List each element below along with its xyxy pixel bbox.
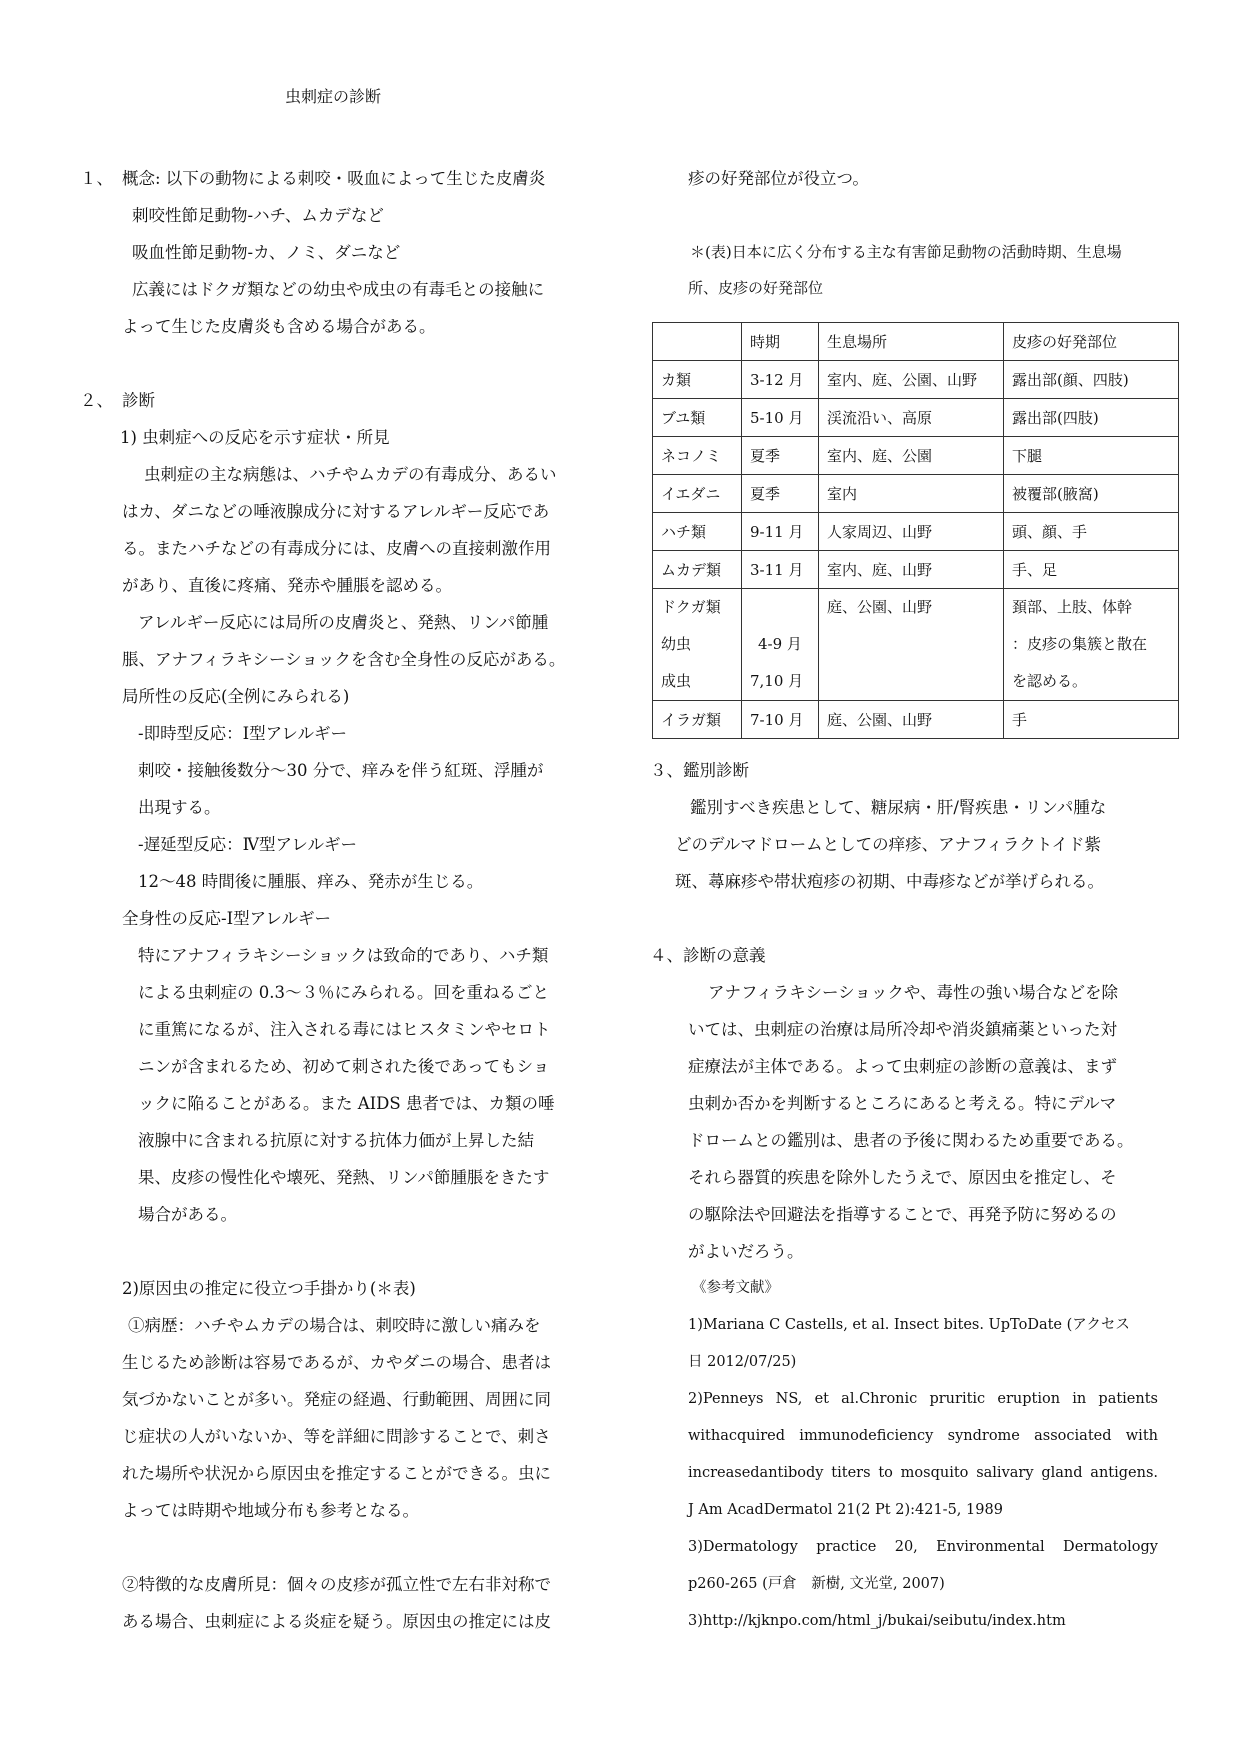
- immediate-reaction-heading: -即時型反応：Ⅰ型アレルギー: [138, 724, 348, 743]
- text-line: ②特徴的な皮膚所見：個々の皮疹が孤立性で左右非対称で: [122, 1575, 551, 1594]
- table-cell: 夏季: [742, 437, 819, 475]
- insect-table: [652, 322, 1179, 739]
- text-line: があり、直後に疼痛、発赤や腫脹を認める。: [122, 576, 452, 595]
- table-cell: ハチ類: [653, 513, 742, 551]
- table-cell: ネコノミ: [653, 437, 742, 475]
- text-line: の駆除法や回避法を指導することで、再発予防に努めるの: [688, 1205, 1117, 1224]
- table-cell: 下腿: [1004, 437, 1179, 475]
- table-cell: 露出部(顔、四肢): [1004, 361, 1179, 399]
- table-cell: ブユ類: [653, 399, 742, 437]
- reference-line: 3)http://kjknpo.com/html_j/bukai/seibutu/index.htm: [688, 1613, 1066, 1629]
- table-cell: 室内、庭、公園、山野: [819, 361, 1004, 399]
- text-line: 虫刺症の主な病態は、ハチやムカデの有毒成分、あるい: [144, 465, 557, 484]
- text-line: アレルギー反応には局所の皮膚炎と、発熱、リンパ節腫: [138, 613, 549, 632]
- page-title: 虫刺症の診断: [285, 87, 382, 106]
- text-line: 液腺中に含まれる抗原に対する抗体力価が上昇した結: [138, 1131, 534, 1150]
- table-cell: 人家周辺、山野: [819, 513, 1004, 551]
- table-cell: 室内、庭、公園: [819, 437, 1004, 475]
- left-column: [80, 160, 610, 1640]
- table-cell: 庭、公園、山野: [819, 701, 1004, 739]
- text-line: 場合がある。: [138, 1205, 237, 1224]
- section-2-heading: ２、 診断: [80, 391, 155, 410]
- table-cell: 手: [1004, 701, 1179, 739]
- reference-line: p260-265 (戸倉 新樹, 文光堂, 2007): [688, 1576, 945, 1592]
- table-cell: 7-10 月: [742, 701, 819, 739]
- section-1-heading: １、 概念: 以下の動物による刺咬・吸血によって生じた皮膚炎: [80, 169, 546, 188]
- text-line: 症療法が主体である。よって虫刺症の診断の意義は、まず: [688, 1057, 1117, 1076]
- table-cell: 頭、顔、手: [1004, 513, 1179, 551]
- table-row: [653, 701, 1179, 739]
- table-cell: 9-11 月: [742, 513, 819, 551]
- table-cell: ムカデ類: [653, 551, 742, 589]
- reference-line: 1)Mariana C Castells, et al. Insect bites. UpToDate (アクセス: [688, 1317, 1130, 1333]
- subsection-1-heading: 1) 虫刺症への反応を示す症状・所見: [120, 428, 390, 447]
- text-line: れた場所や状況から原因虫を推定することができる。虫に: [122, 1464, 551, 1483]
- text-line: 生じるため診断は容易であるが、カやダニの場合、患者は: [122, 1353, 551, 1372]
- table-cell: 室内: [819, 475, 1004, 513]
- text-line: 特にアナフィラキシーショックは致命的であり、ハチ類: [138, 946, 549, 965]
- table-header-row: [653, 323, 1179, 361]
- table-cell: イエダニ: [653, 475, 742, 513]
- subsection-2-heading: 2)原因虫の推定に役立つ手掛かり(＊表): [122, 1279, 416, 1298]
- table-cell: 被覆部(腋窩): [1004, 475, 1179, 513]
- table-cell: イラガ類: [653, 701, 742, 739]
- reference-line: withacquired immunodeficiency syndrome associated with: [688, 1428, 1158, 1444]
- table-cell: 3-12 月: [742, 361, 819, 399]
- table-header-cell: [653, 323, 742, 361]
- local-reaction-heading: 局所性の反応(全例にみられる): [122, 687, 350, 706]
- table-cell: 夏季: [742, 475, 819, 513]
- text-line: よっては時期や地域分布も参考となる。: [122, 1501, 419, 1520]
- text-line: アナフィラキシーショックや、毒性の強い場合などを除: [708, 983, 1119, 1002]
- section-4-heading: ４、診断の意義: [650, 946, 766, 965]
- reference-line: J Am AcadDermatol 21(2 Pt 2):421-5, 1989: [688, 1502, 1003, 1518]
- text-line: 気づかないことが多い。発症の経過、行動範囲、周囲に同: [122, 1390, 551, 1409]
- right-column-bottom: [650, 752, 1185, 1640]
- text-line: じ症状の人がいないか、等を詳細に問診することで、刺さ: [122, 1427, 551, 1446]
- text-line: による虫刺症の 0.3～３％にみられる。回を重ねるごと: [138, 983, 549, 1002]
- text-line: はカ、ダニなどの唾液腺成分に対するアレルギー反応であ: [122, 502, 550, 521]
- table-row: [653, 399, 1179, 437]
- systemic-reaction-heading: 全身性の反応-Ⅰ型アレルギー: [122, 909, 332, 928]
- text-line: 脹、アナフィラキシーショックを含む全身性の反応がある。: [122, 650, 566, 669]
- text-line: 刺咬性節足動物-ハチ、ムカデなど: [132, 206, 384, 225]
- text-line: 刺咬・接触後数分～30 分で、痒みを伴う紅斑、浮腫が: [138, 761, 544, 780]
- table-cell: カ類: [653, 361, 742, 399]
- right-column-top: [650, 160, 1185, 306]
- table-cell: 頚部、上肢、体幹 ：皮疹の集簇と散在 を認める。: [1004, 589, 1179, 701]
- text-line: 12～48 時間後に腫脹、痒み、発赤が生じる。: [138, 872, 484, 891]
- text-line: それら器質的疾患を除外したうえで、原因虫を推定し、そ: [688, 1168, 1117, 1187]
- text-line: 斑、蕁麻疹や帯状疱疹の初期、中毒疹などが挙げられる。: [675, 872, 1104, 891]
- table-row: [653, 513, 1179, 551]
- table-header-cell: 時期: [742, 323, 819, 361]
- text-line: どのデルマドロームとしての痒疹、アナフィラクトイド紫: [675, 835, 1102, 854]
- table-row: [653, 475, 1179, 513]
- table-cell: 4-9 月 7,10 月: [742, 589, 819, 701]
- reference-line: 2)Penneys NS, et al.Chronic pruritic eruption in patients: [688, 1391, 1158, 1407]
- table-cell: 3-11 月: [742, 551, 819, 589]
- text-line: ックに陥ることがある。また AIDS 患者では、カ類の唾: [138, 1094, 555, 1113]
- table-caption: 所、皮疹の好発部位: [688, 279, 824, 297]
- table-row: [653, 437, 1179, 475]
- text-line: よって生じた皮膚炎も含める場合がある。: [122, 317, 436, 336]
- text-line: 吸血性節足動物-カ、ノミ、ダニなど: [132, 243, 401, 262]
- text-line: 出現する。: [138, 798, 221, 817]
- text-line: 虫刺か否かを判断するところにあると考える。特にデルマ: [688, 1094, 1117, 1113]
- reference-line: 日 2012/07/25): [688, 1354, 797, 1370]
- section-3-heading: ３、鑑別診断: [650, 761, 749, 780]
- reference-line: 3)Dermatology practice 20, Environmental Dermatology: [688, 1539, 1158, 1555]
- text-line: ある場合、虫刺症による炎症を疑う。原因虫の推定には皮: [122, 1612, 551, 1631]
- text-line: に重篤になるが、注入される毒にはヒスタミンやセロト: [138, 1020, 551, 1039]
- table-cell: 渓流沿い、高原: [819, 399, 1004, 437]
- text-line: 広義にはドクガ類などの幼虫や成虫の有毒毛との接触に: [132, 280, 545, 299]
- reference-line: increasedantibody titers to mosquito salivary gland antigens.: [688, 1465, 1158, 1481]
- text-line: がよいだろう。: [688, 1242, 804, 1261]
- references-heading: 《参考文献》: [692, 1280, 779, 1296]
- table-row-dokuga: [653, 589, 1179, 701]
- table-cell: 露出部(四肢): [1004, 399, 1179, 437]
- table-cell: 室内、庭、山野: [819, 551, 1004, 589]
- table-caption: ＊(表)日本に広く分布する主な有害節足動物の活動時期、生息場: [690, 243, 1122, 261]
- text-line: 鑑別すべき疾患として、糖尿病・肝/腎疾患・リンパ腫な: [690, 798, 1107, 817]
- table-cell: 手、足: [1004, 551, 1179, 589]
- text-line: ニンが含まれるため、初めて刺された後であってもショ: [138, 1057, 550, 1076]
- text-line: ①病歴：ハチやムカデの場合は、刺咬時に激しい痛みを: [128, 1316, 541, 1335]
- text-line: いては、虫刺症の治療は局所冷却や消炎鎮痛薬といった対: [688, 1020, 1117, 1039]
- table-cell: 5-10 月: [742, 399, 819, 437]
- text-line: ドロームとの鑑別は、患者の予後に関わるため重要である。: [688, 1131, 1134, 1150]
- text-line: 果、皮疹の慢性化や壊死、発熱、リンパ節腫脹をきたす: [138, 1168, 550, 1187]
- table-header-cell: 皮疹の好発部位: [1004, 323, 1179, 361]
- table-header-cell: 生息場所: [819, 323, 1004, 361]
- table-cell: ドクガ類 幼虫 成虫: [653, 589, 742, 701]
- text-line: る。またハチなどの有毒成分には、皮膚への直接刺激作用: [122, 539, 551, 558]
- table-row: [653, 551, 1179, 589]
- delayed-reaction-heading: -遅延型反応：Ⅳ型アレルギー: [138, 835, 357, 854]
- table-row: [653, 361, 1179, 399]
- text-line: 疹の好発部位が役立つ。: [688, 169, 869, 188]
- table-cell: 庭、公園、山野: [819, 589, 1004, 701]
